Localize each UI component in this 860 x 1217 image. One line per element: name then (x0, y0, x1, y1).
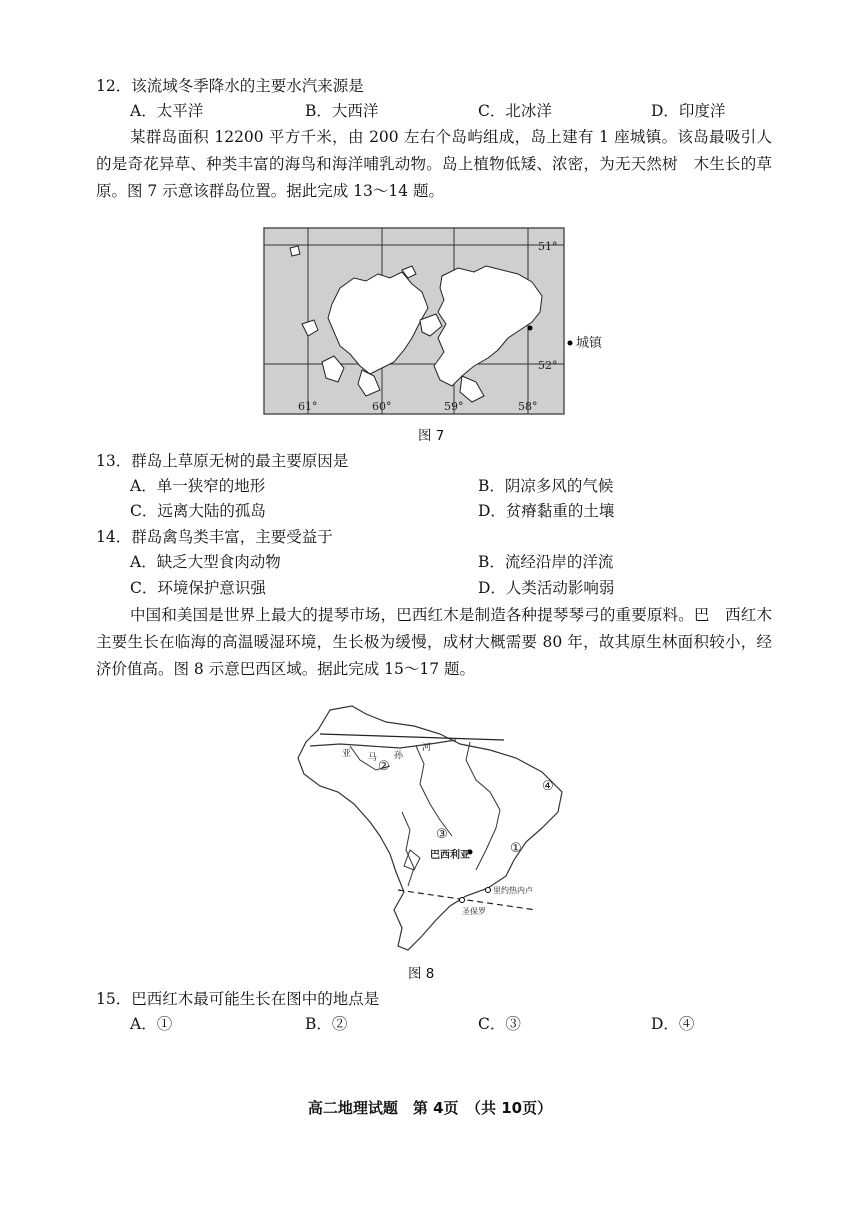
river-char-4: 河 (422, 743, 432, 753)
passage-islands: 某群岛面积 12200 平方千米，由 200 左右个岛屿组成，岛上建有 1 座城镇。该岛最吸引人的是奇花异草、种类丰富的海鸟和海洋哺乳动物。岛上植物低矮、浓密，为无天然树 木生长的草原。图 7 示意该群岛位置。据此完成 13～14 题。 (96, 128, 772, 200)
q12-option-a: A．太平洋 (130, 102, 204, 120)
q12-option-c: C．北冰洋 (478, 102, 552, 120)
legend-town-dot (568, 341, 573, 346)
point-3-label: ③ (436, 827, 448, 842)
q12-stem: 12．该流域冬季降水的主要水汽来源是 (96, 77, 364, 95)
q15-stem: 15．巴西红木最可能生长在图中的地点是 (96, 990, 380, 1008)
brasilia-label: 巴西利亚 (430, 850, 470, 861)
lon-60-label: 60° (372, 400, 392, 413)
q13-option-d: D．贫瘠黏重的土壤 (478, 502, 615, 520)
saopaulo-label: 圣保罗 (462, 907, 486, 916)
q13-option-c: C．远离大陆的孤岛 (130, 502, 266, 520)
river-char-1: 亚 (342, 749, 352, 759)
lon-58-label: 58° (518, 400, 538, 413)
point-2-label: ② (378, 759, 390, 774)
q15-option-c: C．③ (478, 1015, 521, 1033)
page-footer: 高二地理试题 第 4页 （共 10页） (307, 1099, 553, 1117)
lon-61-label: 61° (298, 400, 318, 413)
river-char-2: 马 (368, 753, 378, 763)
lat-52-label: 52° (538, 359, 558, 372)
q13-option-b: B．阴凉多风的气候 (478, 477, 614, 495)
saopaulo-marker (460, 898, 465, 903)
q14-option-d: D．人类活动影响弱 (478, 579, 615, 597)
figure-7-map (262, 226, 622, 416)
q15-option-d: D．④ (651, 1015, 695, 1033)
q13-stem: 13．群岛上草原无树的最主要原因是 (96, 452, 349, 470)
passage-brazilwood: 中国和美国是世界上最大的提琴市场，巴西红木是制造各种提琴琴弓的重要原料。巴 西红木主要生长在临海的高温暖湿环境，生长极为缓慢，成材大概需要 80 年，故其原生林面积较小，经济价值高。图 8 示意巴西区域。据此完成 15～17 题。 (96, 606, 772, 678)
q15-option-b: B．② (305, 1015, 348, 1033)
q14-option-b: B．流经沿岸的洋流 (478, 553, 614, 571)
rio-label: 里约热内卢 (493, 886, 533, 895)
point-1-label: ① (510, 841, 522, 856)
point-4-label: ④ (542, 779, 554, 794)
town-marker (528, 326, 533, 331)
q12-option-b: B．大西洋 (305, 102, 379, 120)
legend-town-label: 城镇 (576, 336, 603, 351)
q14-option-a: A．缺乏大型食肉动物 (130, 553, 281, 571)
q15-option-a: A．① (130, 1015, 173, 1033)
figure-7-caption: 图 7 (418, 428, 445, 444)
river-char-3: 孙 (394, 751, 404, 761)
figure-8-caption: 图 8 (408, 966, 435, 982)
lat-51-label: 51° (538, 240, 558, 253)
figure-8-map (290, 700, 570, 962)
q13-option-a: A．单一狭窄的地形 (130, 477, 266, 495)
q14-stem: 14．群岛禽鸟类丰富，主要受益于 (96, 528, 333, 546)
lon-59-label: 59° (444, 400, 464, 413)
rio-marker (486, 888, 491, 893)
q12-option-d: D．印度洋 (651, 102, 726, 120)
q14-option-c: C．环境保护意识强 (130, 579, 266, 597)
